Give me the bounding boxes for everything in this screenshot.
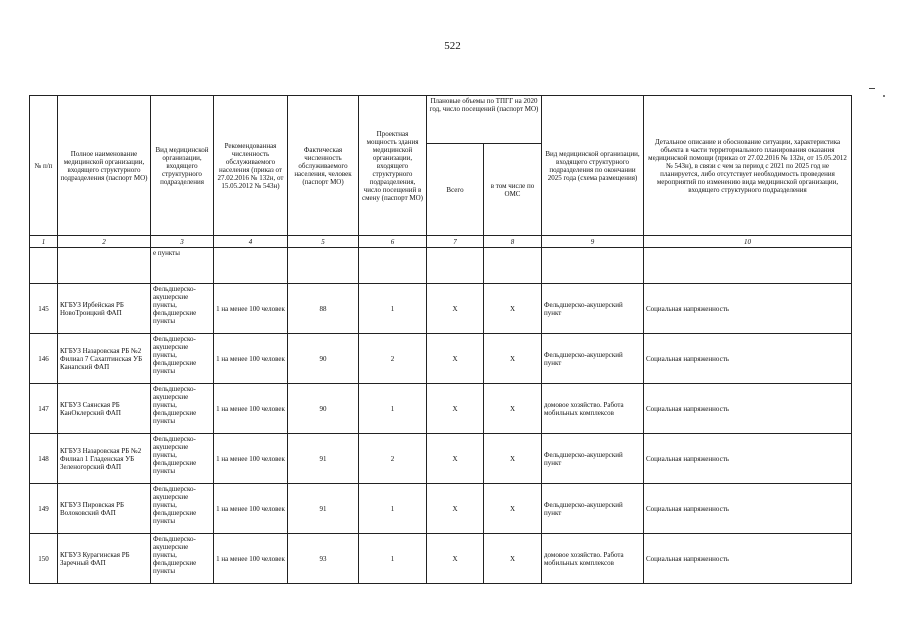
header-recommended: Рекомендованная численность обслуживаемого населения (приказ от 27.02.2016 № 132н, от 15.05.2012 № 543н) [214,96,288,236]
header-num: № п/п [30,96,58,236]
cell-num: 147 [30,384,58,434]
cell-description: Социальная напряженность [644,534,852,584]
cell-actual: 90 [288,384,359,434]
cell-capacity: 2 [359,434,427,484]
table-row [30,284,852,334]
cell-type-2025: домовое хозяйство. Работа мобильных комплексов [542,384,644,434]
cell-type-2025: Фельдшерско-акушерский пункт [542,334,644,384]
cell-actual: 91 [288,434,359,484]
cell-actual: 91 [288,484,359,534]
cell-description: Социальная напряженность [644,334,852,384]
cell-oms: X [484,384,542,434]
cell-num: 145 [30,284,58,334]
header-planned-group: Плановые объемы по ТПГГ на 2020 год, число посещений (паспорт МО) [427,96,542,144]
cell-num: 146 [30,334,58,384]
cell-name: КГБУЗ Курагинская РБ Заречный ФАП [58,534,151,584]
col-number: 6 [359,236,427,248]
cell-recommended: 1 на менее 100 человек [214,534,288,584]
col-number: 2 [58,236,151,248]
cell-type: Фельдшерско-акушерские пункты, фельдшерские пункты [151,384,214,434]
cell-name: КГБУЗ Ирбейская РБ НовоТроицкий ФАП [58,284,151,334]
col-number: 8 [484,236,542,248]
cell-description: Социальная напряженность [644,384,852,434]
cell-total: X [427,434,484,484]
cell-capacity: 2 [359,334,427,384]
cell-total: X [427,484,484,534]
header-name: Полное наименование медицинской организации, входящего структурного подразделения (паспорт МО) [58,96,151,236]
column-number-row [30,236,852,248]
cell-recommended: 1 на менее 100 человек [214,284,288,334]
cell-total: X [427,284,484,334]
table-row [30,434,852,484]
table-row [30,484,852,534]
cell-name: КГБУЗ Пировская РБ Волоковский ФАП [58,484,151,534]
cell-capacity: 1 [359,484,427,534]
header-type-2025: Вид медицинской организации, входящего структурного подразделения по окончании 2025 года (схема размещения) [542,96,644,236]
cell-oms: X [484,434,542,484]
cell-type: Фельдшерско-акушерские пункты, фельдшерские пункты [151,484,214,534]
cell-description: Социальная напряженность [644,484,852,534]
cell-num: 148 [30,434,58,484]
cell-recommended: 1 на менее 100 человек [214,484,288,534]
cell-type: Фельдшерско-акушерские пункты, фельдшерские пункты [151,334,214,384]
cell-type: Фельдшерско-акушерские пункты, фельдшерские пункты [151,434,214,484]
cell-capacity: 1 [359,284,427,334]
cell-capacity: 1 [359,384,427,434]
table-row [30,534,852,584]
cell-total: X [427,384,484,434]
page-number: 522 [444,40,461,52]
col-number: 9 [542,236,644,248]
cell-num: 150 [30,534,58,584]
cell-description: Социальная напряженность [644,284,852,334]
cell-actual: 88 [288,284,359,334]
table-header [30,96,852,248]
facilities-table [29,95,852,584]
col-number: 4 [214,236,288,248]
cell-oms: X [484,484,542,534]
col-number: 5 [288,236,359,248]
table-row [30,384,852,434]
header-oms: в том числе по ОМС [484,144,542,236]
cell-actual: 90 [288,334,359,384]
cell-recommended: 1 на менее 100 человек [214,434,288,484]
cell-type-2025: домовое хозяйство. Работа мобильных комплексов [542,534,644,584]
header-type: Вид медицинской организации, входящего структурного подразделения [151,96,214,236]
cell-type-2025: Фельдшерско-акушерский пункт [542,434,644,484]
cell-type-2025: Фельдшерско-акушерский пункт [542,284,644,334]
col-number: 3 [151,236,214,248]
cell-name: КГБУЗ Назаровская РБ №2 Филиал 1 Гладенская УБ Зеленогорский ФАП [58,434,151,484]
cell-type: е пункты [151,248,214,284]
header-total: Всего [427,144,484,236]
cell-total: X [427,534,484,584]
cell-oms: X [484,284,542,334]
cell-recommended: 1 на менее 100 человек [214,334,288,384]
cell-type: Фельдшерско-акушерские пункты, фельдшерские пункты [151,284,214,334]
header-description: Детальное описание и обоснование ситуации, характеристика объекта в части территориального планирования оказания медицинской помощи (приказ от 27.02.2016 № 132н, от 15.05.2012 № 543н), в связи с чем за период с 2021 по 2025 год не планируется, либо отсутствует необходимость проведения мероприятий по изменению вида медицинской организации, входящего структурного подразделения [644,96,852,236]
col-number: 10 [644,236,852,248]
cell-name: КГБУЗ Саянская РБ КанОклерский ФАП [58,384,151,434]
table-body [30,248,852,584]
cell-type-2025: Фельдшерско-акушерский пункт [542,484,644,534]
cell-total: X [427,334,484,384]
cell-num: 149 [30,484,58,534]
cell-oms: X [484,334,542,384]
scan-dot [883,95,885,97]
cell-name: КГБУЗ Назаровская РБ №2 Филиал 7 Сахаптинская УБ Канапский ФАП [58,334,151,384]
cell-type: Фельдшерско-акушерские пункты, фельдшерские пункты [151,534,214,584]
table-row [30,334,852,384]
cell-oms: X [484,534,542,584]
cell-actual: 93 [288,534,359,584]
table-row-continuation [30,248,852,284]
header-actual: Фактическая численность обслуживаемого населения, человек (паспорт МО) [288,96,359,236]
scan-mark [869,88,875,89]
header-capacity: Проектная мощность здания медицинской организации, входящего структурного подразделения, число посещений в смену (паспорт МО) [359,96,427,236]
cell-capacity: 1 [359,534,427,584]
col-number: 1 [30,236,58,248]
cell-recommended: 1 на менее 100 человек [214,384,288,434]
cell-description: Социальная напряженность [644,434,852,484]
col-number: 7 [427,236,484,248]
